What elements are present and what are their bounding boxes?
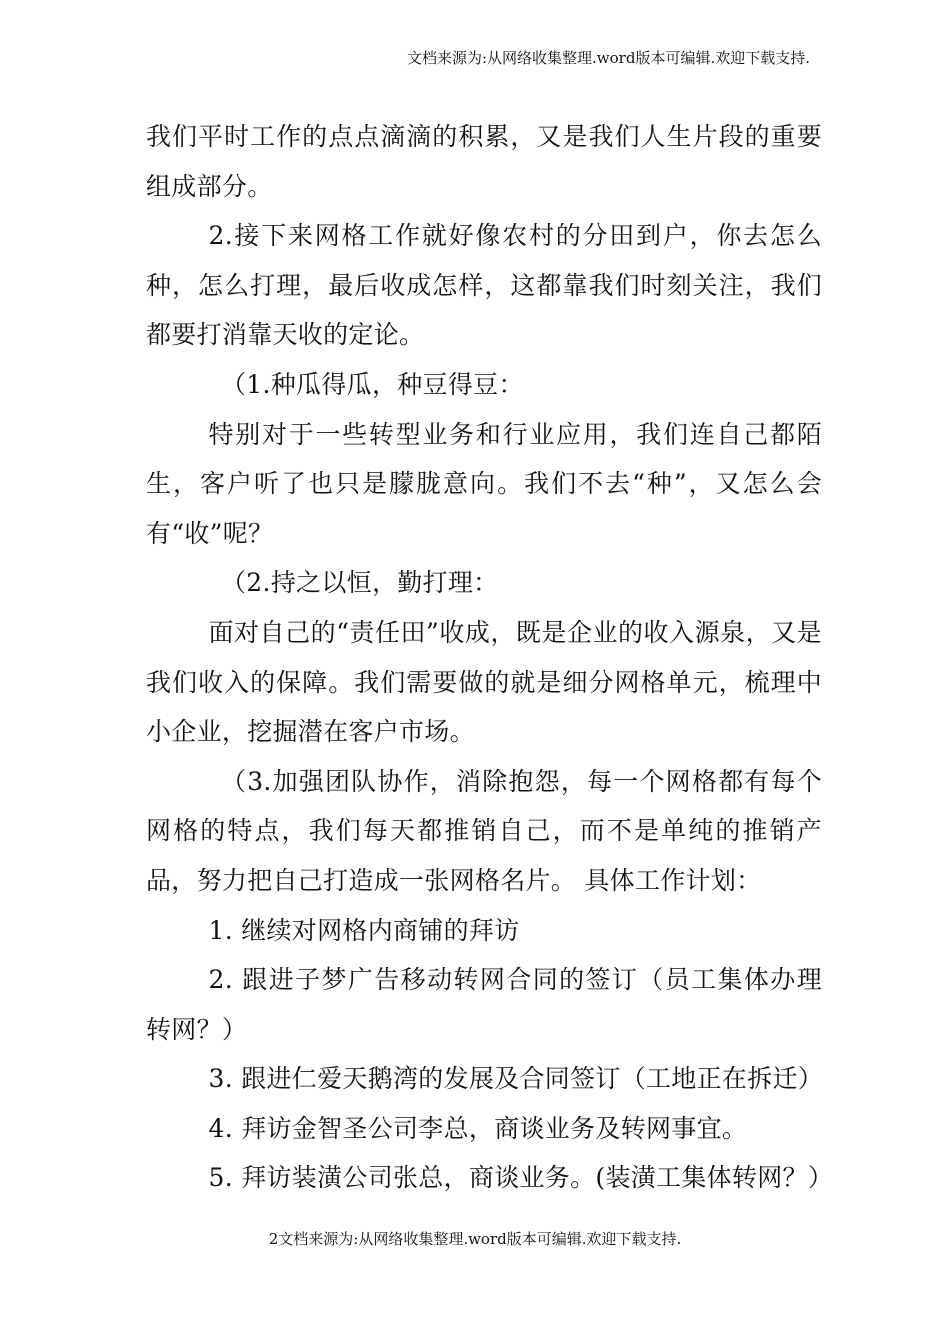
page-header xyxy=(407,47,810,68)
plan-item-2: 2. 跟进子梦广告移动转网合同的签订（员工集体办理转网？） xyxy=(146,965,822,1044)
header-source-note: 文档来源为:从网络收集整理.word版本可编辑.欢迎下载支持. xyxy=(406,49,810,67)
paragraph-point-2: 2.接下来网格工作就好像农村的分田到户，你去怎么种，怎么打理，最后收成怎样，这都靠我们时刻关注，我们都要打消靠天收的定论。 xyxy=(146,221,822,350)
paragraph-continuation: 我们平时工作的点点滴滴的积累，又是我们人生片段的重要组成部分。 xyxy=(146,122,822,201)
paragraph-subpoint-3: （3.加强团队协作，消除抱怨，每一个网格都有每个网格的特点，我们每天都推销自己，而不是单纯的推销产品，努力把自己打造成一张网格名片。 具体工作计划： xyxy=(146,766,822,895)
subheading-2: （2.持之以恒，勤打理： xyxy=(221,568,499,598)
paragraph-subpoint-2: 面对自己的“责任田”收成，既是企业的收入源泉，又是我们收入的保障。我们需要做的就是细分网格单元，梳理中小企业，挖掘潜在客户市场。 xyxy=(146,617,822,747)
plan-item-3: 3. 跟进仁爱天鹅湾的发展及合同签订（工地正在拆迁） xyxy=(208,1064,824,1094)
subheading-1: （1.种瓜得瓜，种豆得豆： xyxy=(221,369,524,399)
footer-source-note: 文档来源为:从网络收集整理.word版本可编辑.欢迎下载支持. xyxy=(278,1230,682,1248)
document-body xyxy=(146,112,834,1203)
paragraph-subpoint-1: 特别对于一些转型业务和行业应用，我们连自己都陌生，客户听了也只是朦胧意向。我们不去“种”，又怎么会有“收”呢？ xyxy=(146,419,822,548)
plan-item-4: 4. 拜访金智圣公司李总，商谈业务及转网事宜。 xyxy=(208,1113,748,1143)
plan-item-1: 1. 继续对网格内商铺的拜访 xyxy=(208,915,520,945)
plan-item-5: 5. 拜访装潢公司张总，商谈业务。(装潢工集体转网？） xyxy=(208,1163,834,1193)
page-number: 2 xyxy=(268,1230,279,1248)
page-footer xyxy=(0,1228,950,1249)
